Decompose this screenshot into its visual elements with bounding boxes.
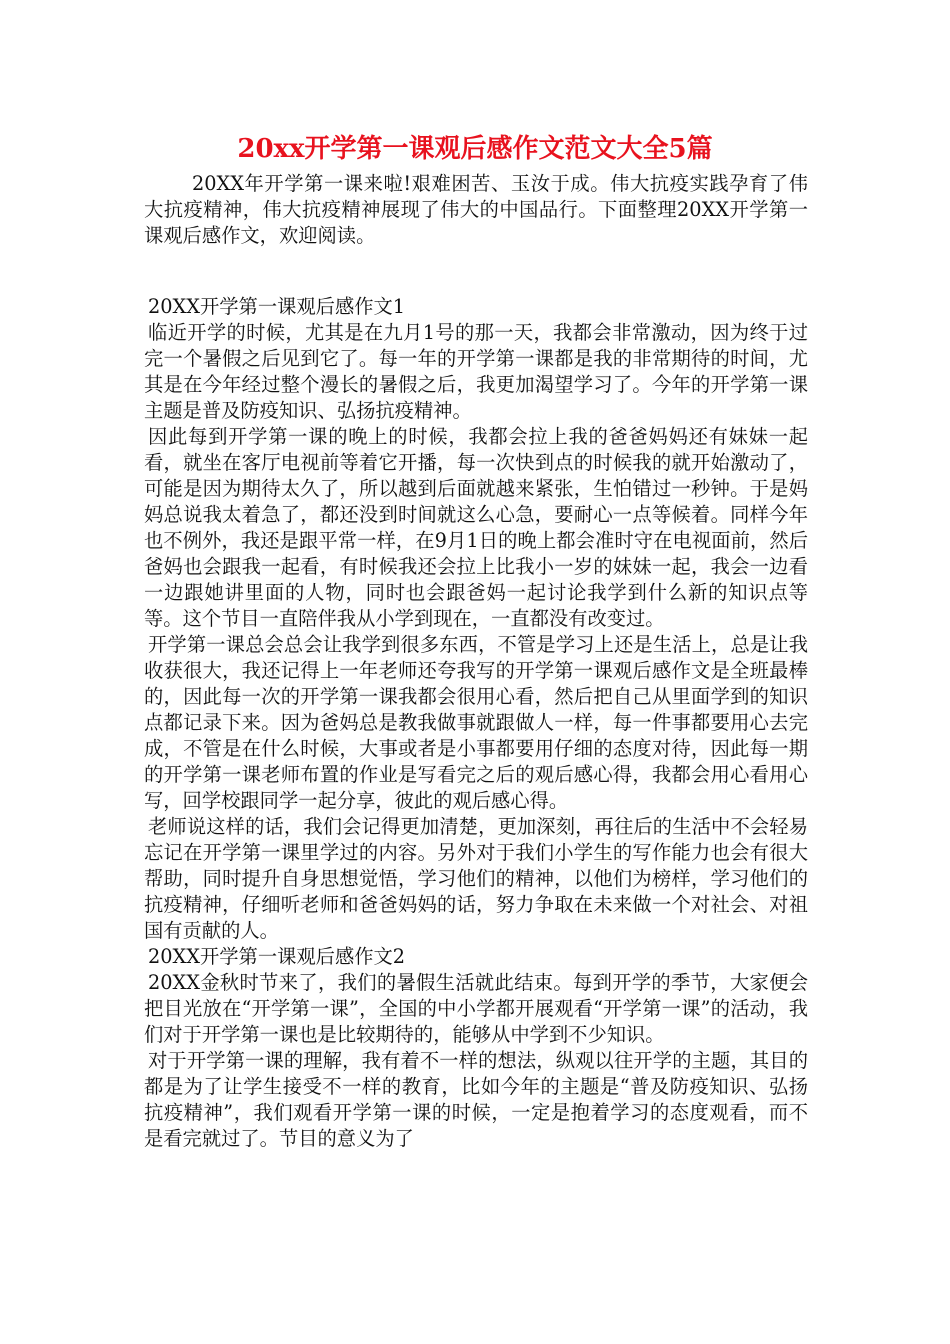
essay-2-heading: 20XX开学第一课观后感作文2 [148, 945, 406, 968]
essay-1-heading: 20XX开学第一课观后感作文1 [148, 295, 406, 318]
document-title: 20xx开学第一课观后感作文范文大全5篇 [237, 134, 713, 164]
essay-1-paragraph-3: 开学第一课总会总会让我学到很多东西，不管是学习上还是生活上，总是让我收获很大，我还记得上一年老师还夸我写的开学第一课观后感作文是全班最棒的，因此每一次的开学第一课我都会很用心看，然后把自己从里面学到的知识点都记录下来。因为爸妈总是教我做事就跟做人一样，每一件事都要用心去完成，不管是在什么时候，大事或者是小事都要用仔细的态度对待，因此每一期的开学第一课老师布置的作业是写看完之后的观后感心得，我都会用心看用心写，回学校跟同学一起分享，彼此的观后感心得。 [144, 633, 808, 812]
intro-paragraph: 20XX年开学第一课来啦!艰难困苦、玉汝于成。伟大抗疫实践孕育了伟大抗疫精神，伟大抗疫精神展现了伟大的中国品行。下面整理20XX开学第一课观后感作文，欢迎阅读。 [144, 172, 808, 247]
essay-1-paragraph-2: 因此每到开学第一课的晚上的时候，我都会拉上我的爸爸妈妈还有妹妹一起看，就坐在客厅电视前等着它开播，每一次快到点的时候我的就开始激动了，可能是因为期待太久了，所以越到后面就越来紧张，生怕错过一秒钟。于是妈妈总说我太着急了，都还没到时间就这么心急，要耐心一点等候着。同样今年也不例外，我还是跟平常一样，在9月1日的晚上都会准时守在电视面前，然后爸妈也会跟我一起看，有时候我还会拉上比我小一岁的妹妹一起，我会一边看一边跟她讲里面的人物，同时也会跟爸妈一起讨论我学到什么新的知识点等等。这个节目一直陪伴我从小学到现在，一直都没有改变过。 [144, 425, 808, 630]
essay-2-paragraph-2: 对于开学第一课的理解，我有着不一样的想法，纵观以往开学的主题，其目的都是为了让学生接受不一样的教育，比如今年的主题是“普及防疫知识、弘扬抗疫精神”，我们观看开学第一课的时候，一定是抱着学习的态度观看，而不是看完就过了。节目的意义为了 [144, 1049, 808, 1150]
section-spacer [144, 249, 808, 294]
document-body [144, 171, 808, 1152]
essay-2-paragraph-1: 20XX金秋时节来了，我们的暑假生活就此结束。每到开学的季节，大家便会把目光放在“开学第一课”，全国的中小学都开展观看“开学第一课”的活动，我们对于开学第一课也是比较期待的，能够从中学到不少知识。 [144, 971, 808, 1046]
essay-1-paragraph-1: 临近开学的时候，尤其是在九月1号的那一天，我都会非常激动，因为终于过完一个暑假之后见到它了。每一年的开学第一课都是我的非常期待的时间，尤其是在今年经过整个漫长的暑假之后，我更加渴望学习了。今年的开学第一课主题是普及防疫知识、弘扬抗疫精神。 [144, 321, 808, 422]
essay-1-paragraph-4: 老师说这样的话，我们会记得更加清楚，更加深刻，再往后的生活中不会轻易忘记在开学第一课里学过的内容。另外对于我们小学生的写作能力也会有很大帮助，同时提升自身思想觉悟，学习他们的精神，以他们为榜样，学习他们的抗疫精神，仔细听老师和爸爸妈妈的话，努力争取在未来做一个对社会、对祖国有贡献的人。 [144, 815, 808, 942]
